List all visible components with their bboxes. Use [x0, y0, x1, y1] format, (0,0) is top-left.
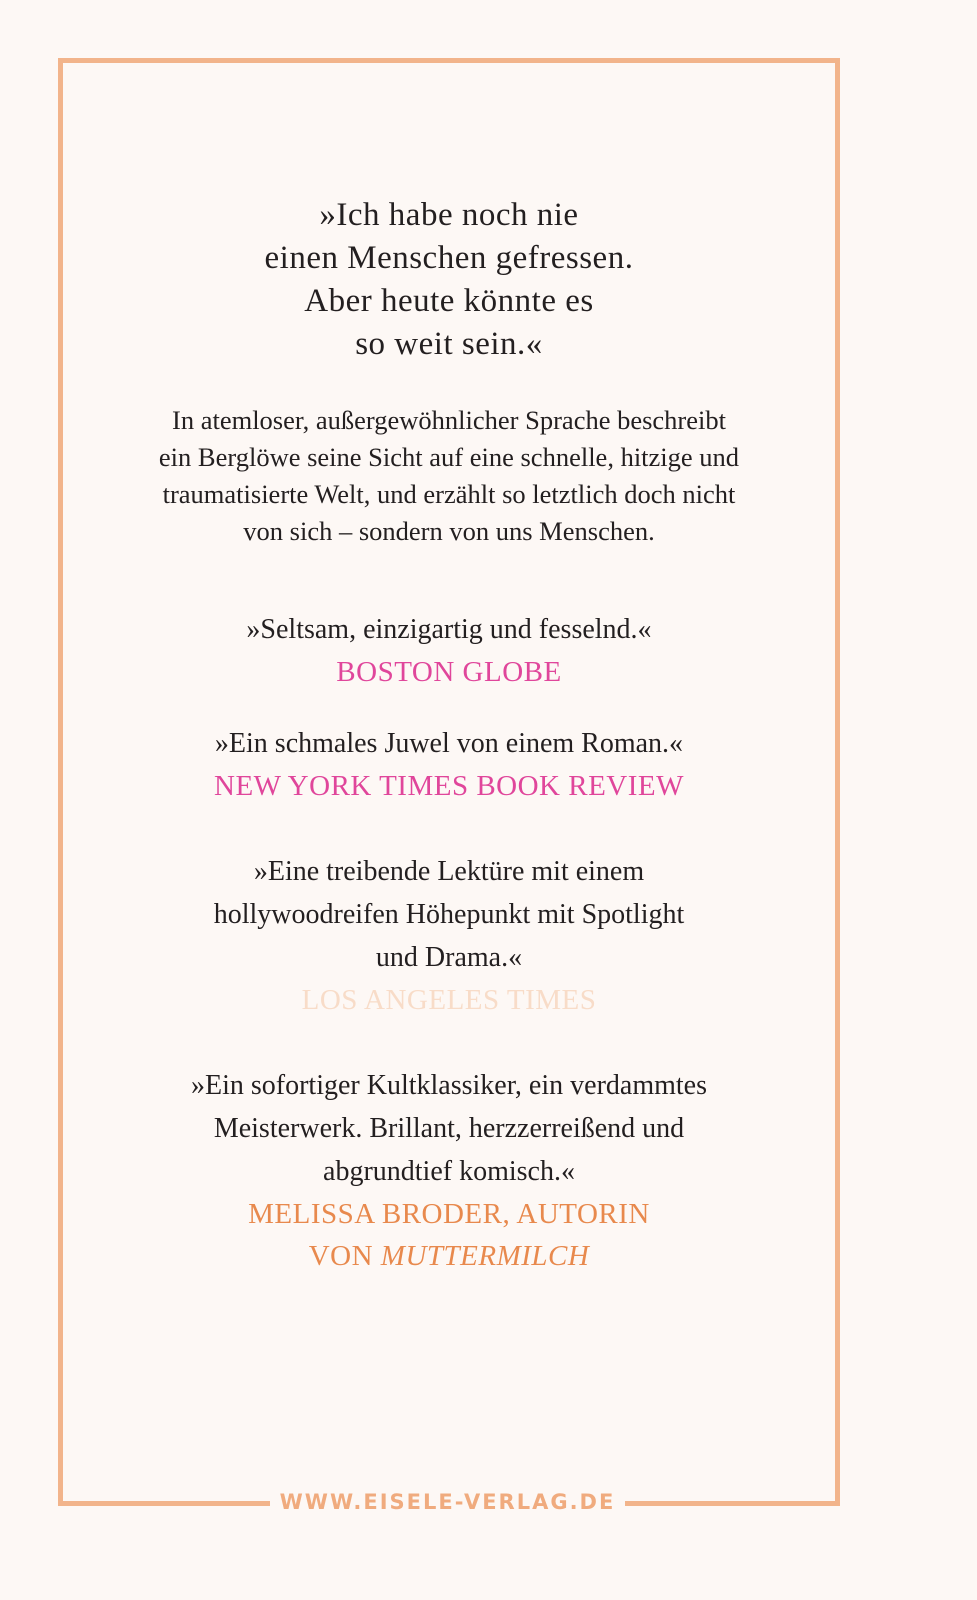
source-prefix: VON	[308, 1240, 381, 1272]
review-quote: hollywoodreifen Höhepunkt mit Spotlight	[213, 899, 685, 930]
title-line: Aber heute könnte es	[304, 283, 594, 319]
review-nyt	[58, 722, 840, 807]
review-quote: Meisterwerk. Brillant, herzzerreißend und	[213, 1113, 685, 1144]
review-quote: abgrundtief komisch.«	[323, 1156, 575, 1187]
review-source: BOSTON GLOBE	[336, 656, 562, 688]
blurb	[58, 402, 840, 550]
title-line: »Ich habe noch nie	[319, 197, 579, 233]
blurb-line: von sich – sondern von uns Menschen.	[243, 516, 655, 546]
blurb-line: traumatisierte Welt, und erzählt so letztlich doch nicht	[162, 479, 736, 509]
frame-bottom-right	[625, 1501, 840, 1506]
review-source: NEW YORK TIMES BOOK REVIEW	[214, 770, 684, 802]
review-source: MELISSA BRODER, AUTORIN	[248, 1198, 650, 1230]
review-source: LOS ANGELES TIMES	[301, 984, 597, 1016]
title-quote	[58, 194, 840, 366]
frame-bottom-left	[58, 1501, 270, 1506]
review-quote: »Seltsam, einzigartig und fesselnd.«	[246, 614, 652, 645]
review-quote: »Ein schmales Juwel von einem Roman.«	[214, 728, 684, 759]
book-title: MUTTERMILCH	[380, 1240, 590, 1272]
review-boston-globe	[58, 608, 840, 693]
review-quote: »Eine treibende Lektüre mit einem	[253, 856, 645, 887]
blurb-line: In atemloser, außergewöhnlicher Sprache beschreibt	[172, 405, 726, 435]
review-melissa-broder	[58, 1064, 840, 1277]
publisher-url[interactable]: WWW.EISELE-VERLAG.DE	[279, 1490, 616, 1514]
title-line: so weit sein.«	[355, 326, 543, 362]
blurb-line: ein Berglöwe seine Sicht auf eine schnelle, hitzige und	[158, 442, 740, 472]
review-quote: »Ein sofortiger Kultklassiker, ein verdammtes	[191, 1070, 707, 1101]
review-quote: und Drama.«	[375, 942, 523, 973]
review-la-times	[58, 850, 840, 1021]
review-source-line2	[58, 1235, 840, 1277]
title-line: einen Menschen gefressen.	[264, 240, 634, 276]
